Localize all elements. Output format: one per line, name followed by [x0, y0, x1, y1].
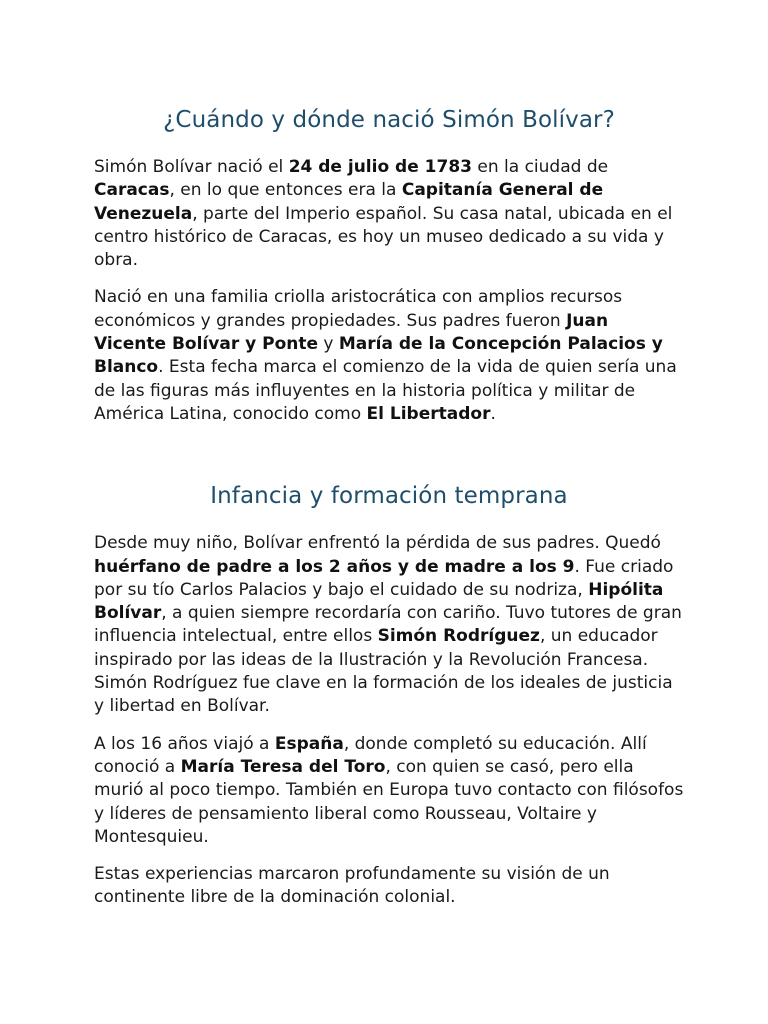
- section-heading-childhood: Infancia y formación temprana: [210, 483, 568, 510]
- bold-text: 24 de julio de 1783: [288, 157, 472, 177]
- document-page: [94, 104, 684, 924]
- bold-text: huérfano de padre a los 2 años y de madre a los 9: [94, 556, 575, 577]
- text-run: , en lo que entonces era la: [169, 180, 402, 201]
- text-run: y: [318, 334, 339, 355]
- bold-text: El Libertador: [366, 403, 491, 424]
- bold-text: María Teresa del Toro: [180, 756, 386, 777]
- bold-text: Capitanía General de Venezuela: [94, 180, 604, 224]
- text-run: , con quien se casó, pero ella murió al poco tiempo. También en Europa tuvo contacto con filósofos y líderes de pensamiento liberal como Rousseau, Voltaire y Montesquieu.: [94, 756, 684, 847]
- text-run: .: [490, 403, 496, 424]
- paragraph-orphan: [94, 532, 684, 718]
- text-run: Estas experiencias marcaron profundamente su visión de un continente libre de la dominación colonial.: [94, 864, 610, 908]
- text-run: Nació en una familia criolla aristocrática con amplios recursos económicos y grandes propiedades. Sus padres fueron: [94, 287, 623, 331]
- paragraph-experiences: [94, 863, 684, 910]
- text-run: , parte del Imperio español. Su casa natal, ubicada en el centro histórico de Caracas, es hoy un museo dedicado a su vida y obra.: [94, 203, 673, 271]
- text-run: . Fue criado por su tío Carlos Palacios y bajo el cuidado de su nodriza,: [94, 556, 674, 600]
- text-run: Desde muy niño, Bolívar enfrentó la pérdida de sus padres. Quedó: [94, 533, 661, 554]
- bold-text: María de la Concepción Palacios y Blanco: [94, 334, 663, 378]
- text-run: , a quien siempre recordaría con cariño. Tuvo tutores de gran influencia intelectual, entre ellos: [94, 603, 682, 647]
- paragraph-birth-date: [94, 156, 684, 272]
- bold-text: España: [274, 733, 344, 754]
- bold-text: Juan Vicente Bolívar y Ponte: [94, 310, 609, 355]
- bold-text: Hipólita Bolívar: [94, 579, 664, 624]
- text-run: en la ciudad de: [472, 157, 609, 177]
- text-run: , donde completó su educación. Allí conoció a: [94, 733, 647, 777]
- text-run: A los 16 años viajó a: [94, 733, 275, 754]
- text-run: . Esta fecha marca el comienzo de la vida de quien sería una de las figuras más influyentes en la historia política y militar de América Latina, conocido como: [94, 357, 677, 424]
- section-heading-birth: ¿Cuándo y dónde nació Simón Bolívar?: [163, 107, 615, 133]
- paragraph-family: [94, 286, 684, 426]
- text-run: Simón Bolívar nació el: [94, 157, 289, 177]
- bold-text: Caracas: [94, 180, 170, 201]
- bold-text: Simón Rodríguez: [377, 626, 540, 647]
- paragraph-spain: [94, 733, 684, 849]
- text-run: , un educador inspirado por las ideas de la Ilustración y la Revolución Francesa. Simón Rodríguez fue clave en la formación de los ideales de justicia y libertad en Bolívar.: [94, 626, 673, 717]
